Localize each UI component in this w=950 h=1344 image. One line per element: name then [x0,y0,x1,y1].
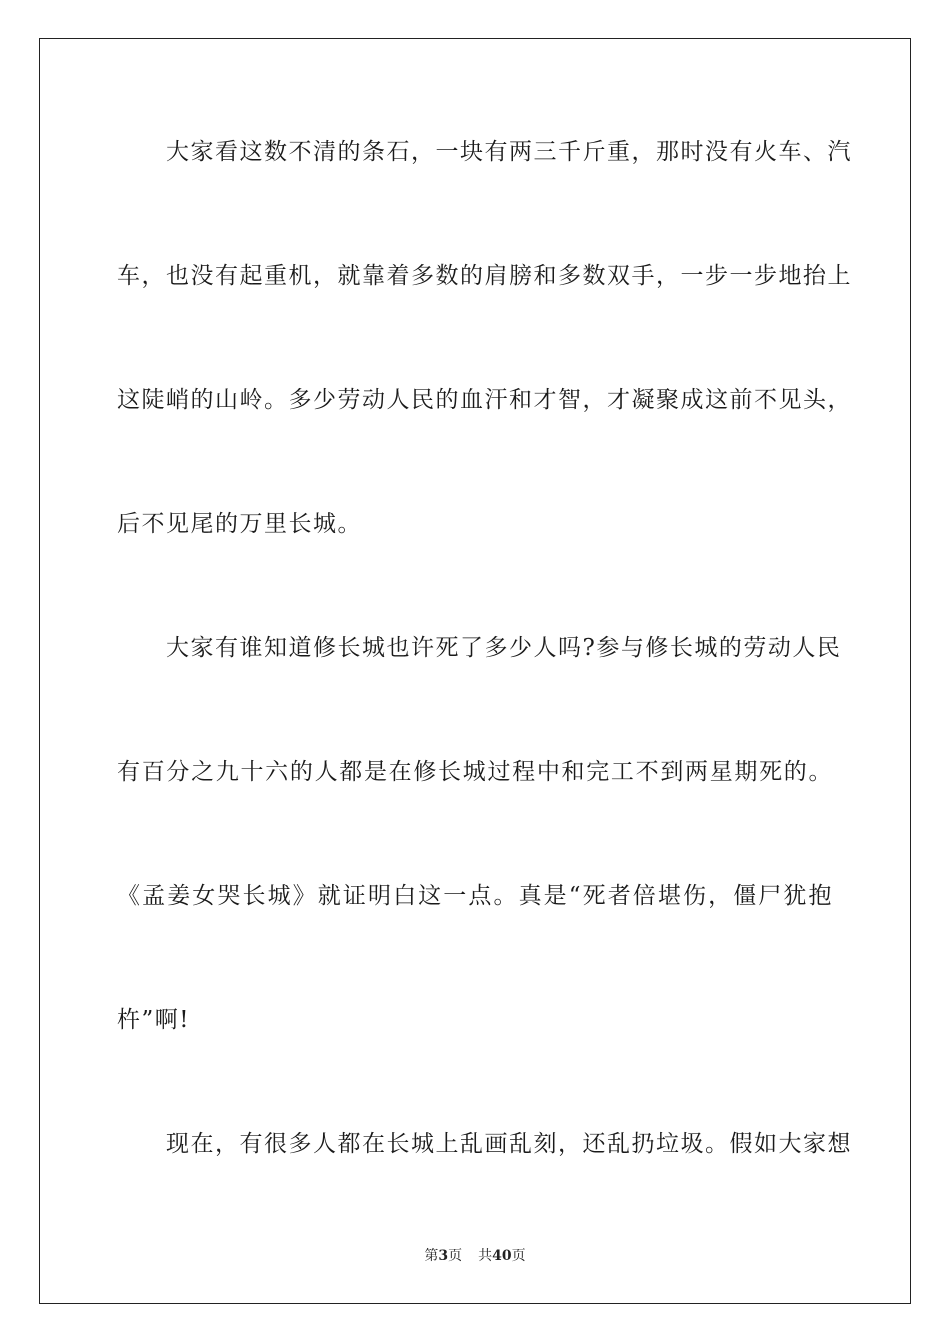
text-line-4: 后不见尾的万里长城。 [117,511,362,537]
text-line-8: 杵”啊! [117,1007,191,1033]
text-line-9: 现在，有很多人都在长城上乱画乱刻，还乱扔垃圾。假如大家想 [117,1131,852,1157]
page-prefix: 第 [424,1248,439,1264]
page-number: 3 [438,1248,449,1264]
text-line-5: 大家有谁知道修长城也许死了多少人吗?参与修长城的劳动人民 [117,635,842,661]
text-line-6: 有百分之九十六的人都是在修长城过程中和完工不到两星期死的。 [117,759,833,785]
text-line-1: 大家看这数不清的条石，一块有两三千斤重，那时没有火车、汽 [117,139,852,165]
text-line-3: 这陡峭的山岭。多少劳动人民的血汗和才智，才凝聚成这前不见头， [117,387,852,413]
page-footer [0,1247,950,1265]
total-suffix: 页 [511,1248,526,1264]
page-suffix: 页 [448,1248,463,1264]
total-pages: 40 [492,1248,512,1264]
total-prefix: 共 [478,1248,493,1264]
text-line-2: 车，也没有起重机，就靠着多数的肩膀和多数双手，一步一步地抬上 [117,263,852,289]
page-border [39,38,911,1304]
text-line-7: 《孟姜女哭长城》就证明白这一点。真是“死者倍堪伤，僵尸犹抱 [117,883,833,909]
